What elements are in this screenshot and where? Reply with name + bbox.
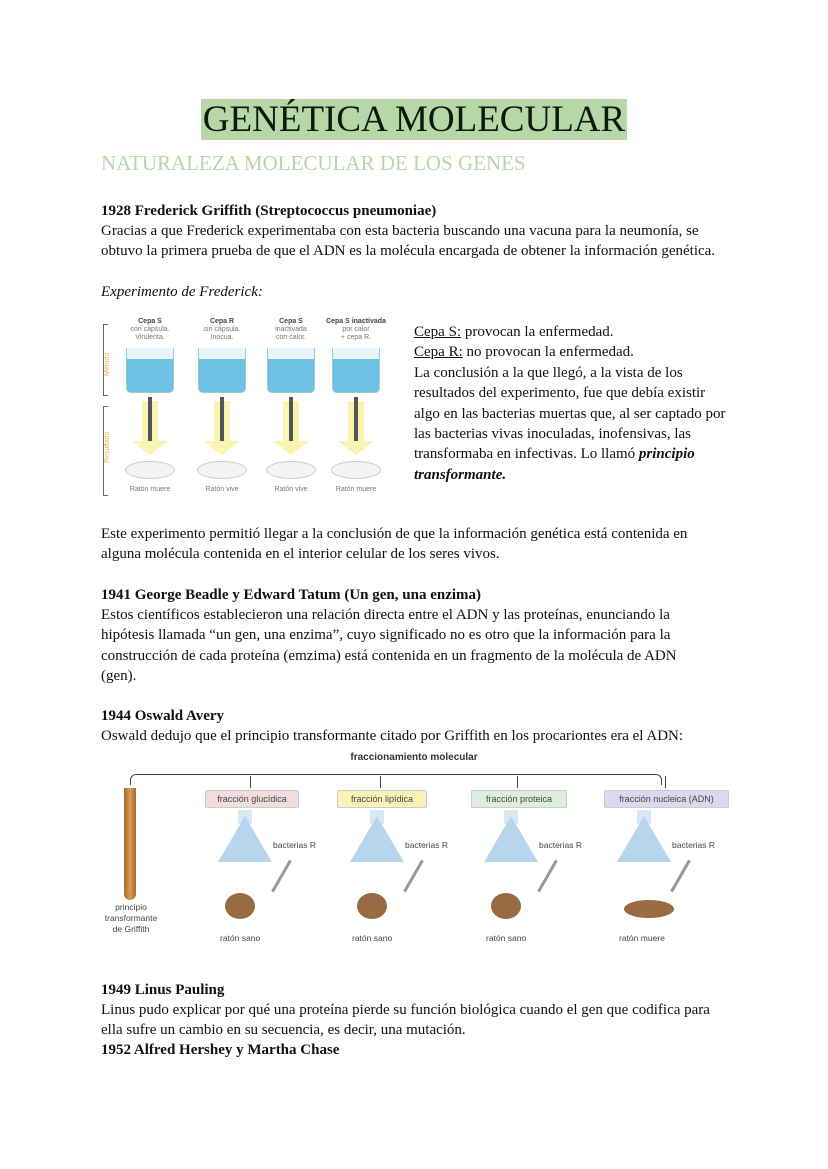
cepa-s-label: Cepa S: [414,324,462,340]
strain-desc: con cápsula. [130,326,170,333]
fraction-box: fracción nucleica (ADN) [604,790,729,808]
result-caption: ratón sano [220,933,261,943]
tube-label [100,902,162,935]
syringe-icon [271,860,292,893]
griffith-after-text: Este experimento permitió llegar a la conclusión de que la información genética está contenida en alguna molécula contenida en el interior celular de los seres vivos. [101,526,688,563]
bacteria-label: bacterias R [672,840,715,850]
conclusion-term: principio transformante. [414,446,695,483]
syringe-icon [148,397,152,447]
bacteria-label: bacterias R [273,840,316,850]
avery-text: Oswald dedujo que el principio transformante citado por Griffith en los procariontes era el ADN: [101,728,684,744]
griffith-column [112,318,188,494]
bacteria-label: bacterias R [539,840,582,850]
flask-icon [350,816,404,862]
tube-label-line: transformante [104,913,158,923]
strain-name: Cepa S [279,318,303,325]
fraction-arrow [380,776,381,788]
arrow-icon [214,401,230,441]
syringe-icon [537,860,558,893]
fraction-bracket [130,774,662,785]
tube-label-line: principio [115,902,147,912]
syringe-icon [220,397,224,447]
beadle-text: Estos científicos establecieron una relación directa entre el ADN y las proteínas, enunciando la hipótesis llamada “un gen, una enzima”, cuyo significado no es otro que la información para la construcción de cada proteína (emzima) está contenida en un fragmento de la molécula de ADN (gen). [101,607,677,685]
hershey-heading: 1952 Alfred Hershey y Martha Chase [101,1042,340,1058]
beaker-icon [267,348,315,393]
test-tube-icon [124,788,136,900]
syringe-icon [403,860,424,893]
strain-desc: + cepa R. [340,334,372,341]
strain-desc: con calor. [276,334,306,341]
beaker-icon [126,348,174,393]
fraction-box: fracción proteica [471,790,567,808]
flask-icon [218,816,272,862]
tube-label-line: de Griffith [112,924,150,934]
conclusion-text: La conclusión a la que llegó, a la vista de los resultados del experimento, fue que debía existir algo en las bacterias muertas que, al ser captado por las bacterias vivas inoculadas, inofensivas, las transformaba en infectivas. Lo llamó [414,364,726,463]
result-caption: Ratón vive [205,486,239,493]
strain-desc: Inocua. [210,334,234,341]
syringe-icon [289,397,293,447]
strain-name: Cepa R [209,318,235,325]
pauling-heading: 1949 Linus Pauling [101,982,225,998]
mouse-icon [331,461,381,479]
cepa-r-label: Cepa R: [414,344,463,361]
experiment-label: Experimento de Frederick: [101,284,263,300]
fraction-arrow [250,776,251,788]
griffith-heading: 1928 Frederick Griffith (Streptococcus pneumoniae) [101,203,437,219]
arrow-icon [142,401,158,441]
fraction-arrow [665,776,666,788]
result-caption: ratón sano [352,933,393,943]
arrow-icon [283,401,299,441]
fraction-box: fracción glucídica [205,790,299,808]
strain-desc: Virulenta. [135,334,165,341]
avery-heading: 1944 Oswald Avery [101,708,225,724]
mouse-icon [491,893,521,919]
mouse-icon [197,461,247,479]
result-caption: Ratón vive [274,486,308,493]
avery-figure-title: fraccionamiento molecular [350,752,478,763]
beadle-heading: 1941 George Beadle y Edward Tatum (Un gen, una enzima) [101,587,482,603]
result-caption: ratón muere [619,933,665,943]
beaker-icon [332,348,380,393]
beaker-icon [198,348,246,393]
page-subtitle: NATURALEZA MOLECULAR DE LOS GENES [101,151,526,175]
griffith-column [318,318,394,494]
griffith-explanation [414,322,729,485]
mouse-icon [125,461,175,479]
griffith-column [184,318,260,494]
strain-desc: por calor [342,326,370,333]
flask-icon [484,816,538,862]
fraction-box: fracción lipídica [337,790,427,808]
result-label: Resultado [104,431,111,463]
bacteria-label: bacterias R [405,840,448,850]
mouse-icon [225,893,255,919]
mouse-icon [624,900,674,918]
fraction-arrow [517,776,518,788]
pauling-text: Linus pudo explicar por qué una proteína pierde su función biológica cuando el gen que codifica para ella sufre un cambio en su secuencia, es decir, una mutación. [101,1002,710,1039]
griffith-figure [100,318,400,500]
result-caption: Ratón muere [335,486,377,493]
arrow-icon [348,401,364,441]
strain-desc: sin cápsula. [203,326,241,333]
result-caption: Ratón muere [129,486,171,493]
mouse-icon [266,461,316,479]
strain-name: Cepa S [138,318,162,325]
result-caption: ratón sano [486,933,527,943]
syringe-icon [354,397,358,447]
page-title: GENÉTICA MOLECULAR [202,99,626,140]
mouse-icon [357,893,387,919]
flask-icon [617,816,671,862]
cepa-r-text: no provocan la enfermedad. [462,344,634,361]
method-label: Método [104,352,111,376]
syringe-icon [670,860,691,893]
strain-desc: inactivada [275,326,307,333]
cepa-s-text: provocan la enfermedad. [461,324,614,340]
strain-name: Cepa S inactivada [326,318,386,325]
griffith-text: Gracias a que Frederick experimentaba con esta bacteria buscando una vacuna para la neumonía, se obtuvo la primera prueba de que el ADN es la molécula encargada de obtener la información genética. [101,223,716,260]
